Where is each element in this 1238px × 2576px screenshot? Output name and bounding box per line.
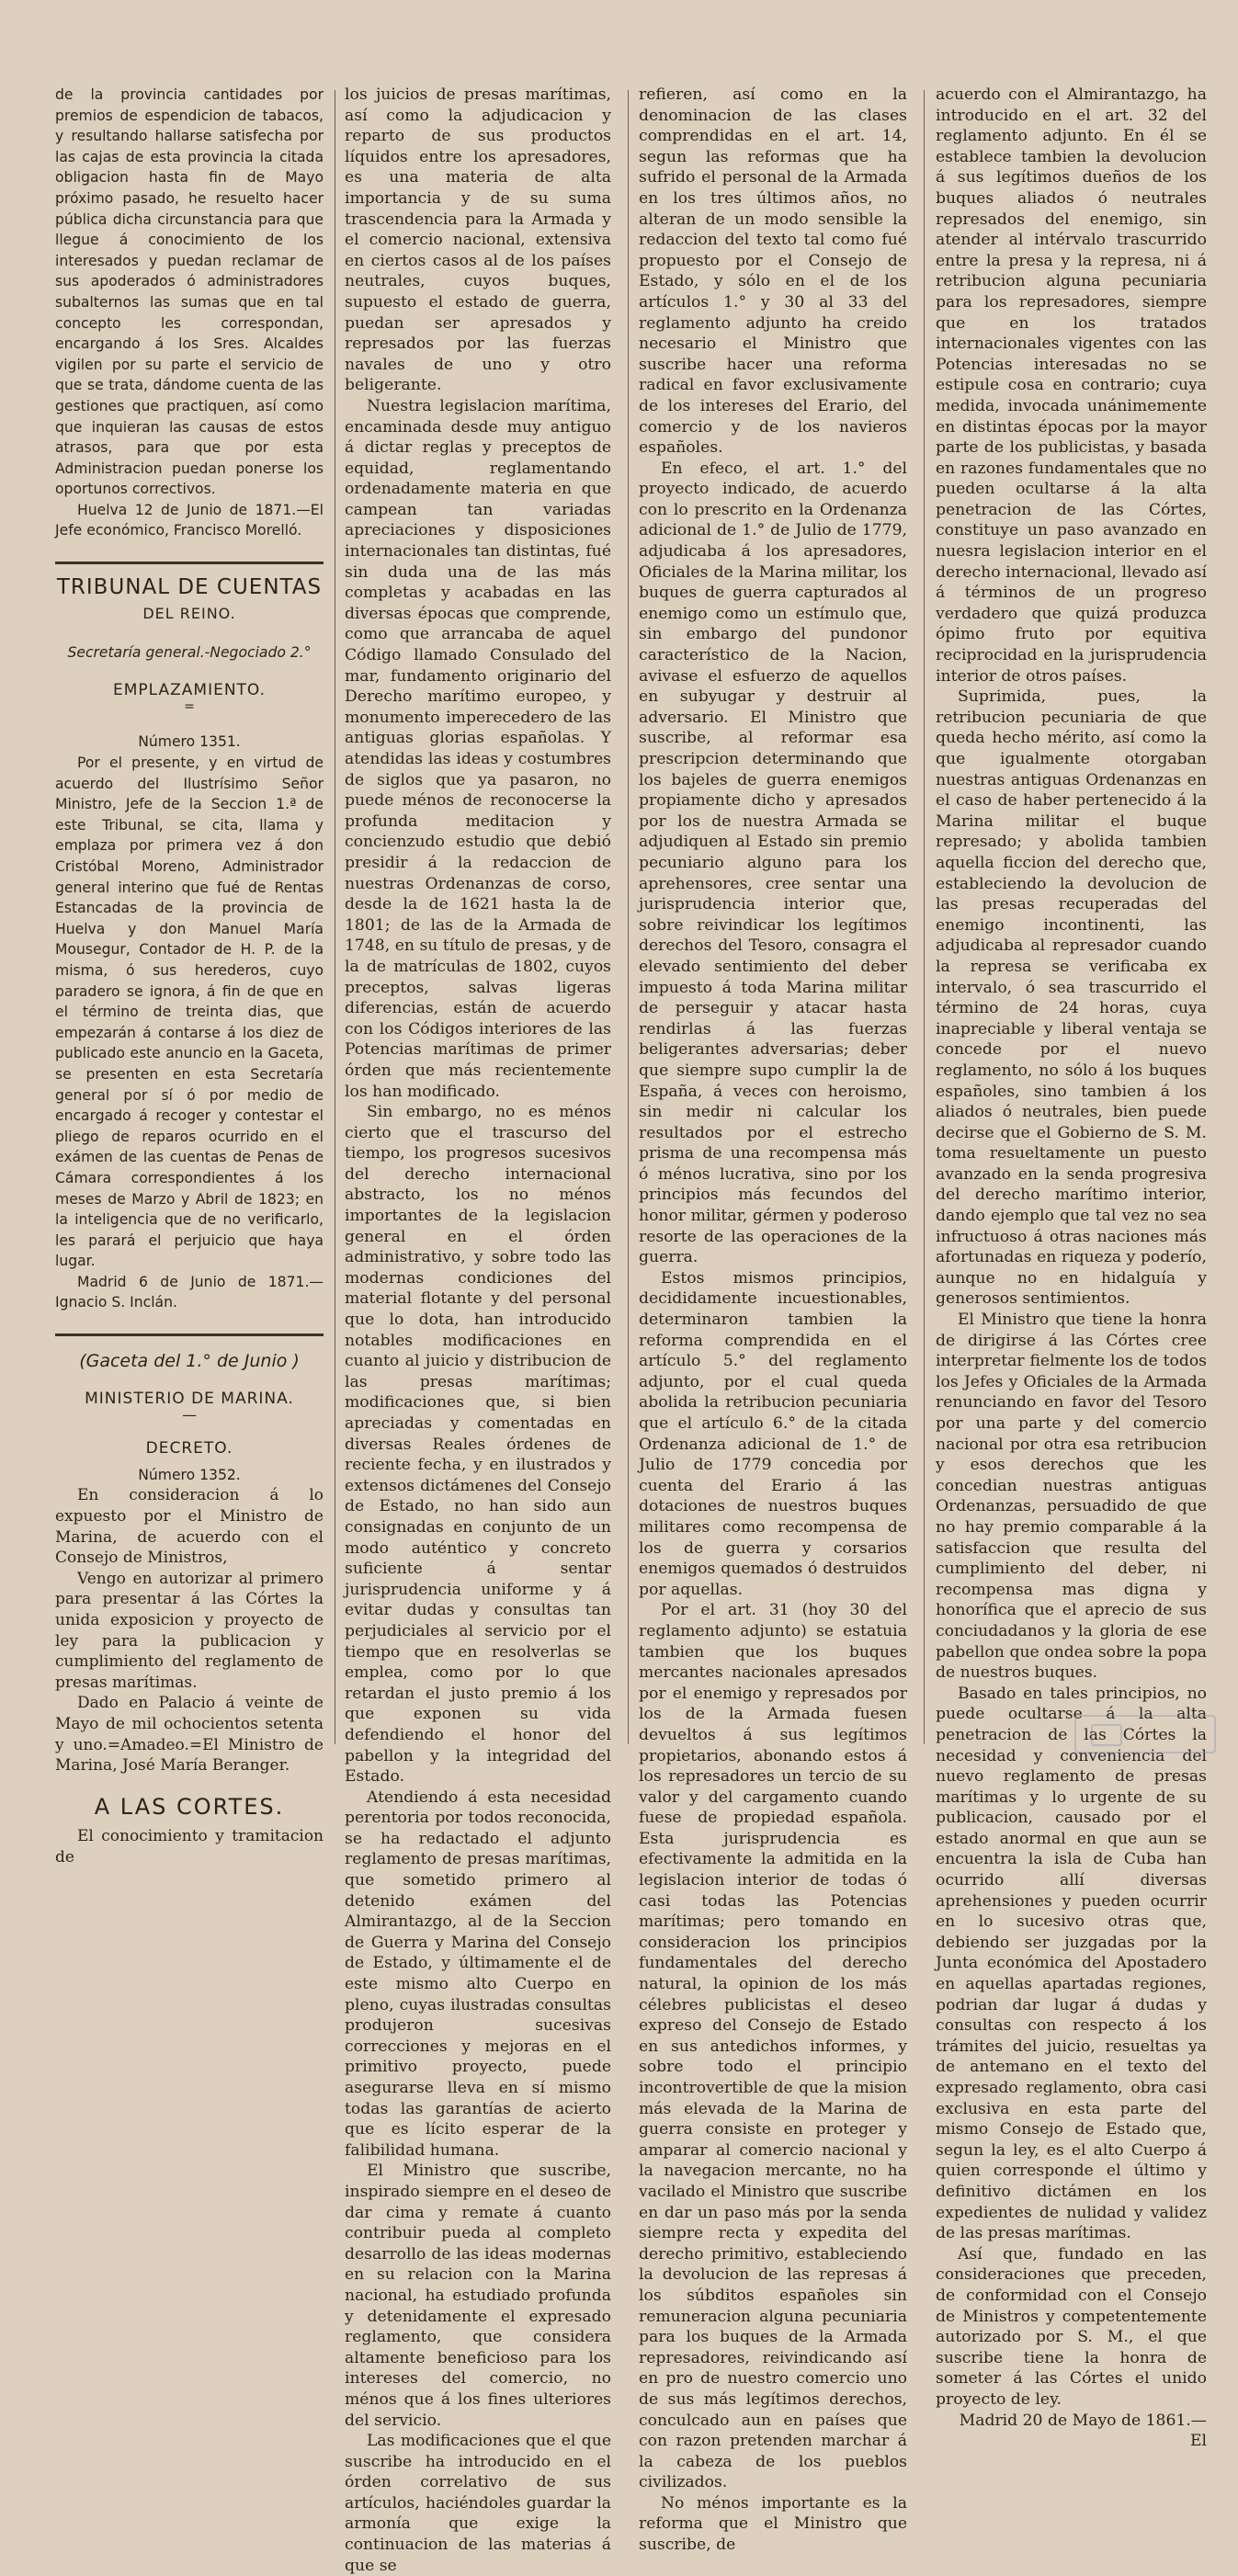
tribunal-title: TRIBUNAL DE CUENTAS [56,575,323,600]
secretaria-line: Secretaría general.-Negociado 2.° [67,644,312,662]
emplazamiento-signature: Madrid 6 de Junio de 1871.—Ignacio S. Inclán. [55,1273,324,1311]
section-divider [55,562,324,564]
col4-paragraph: Suprimida, pues, la retribucion pecuniaria de que queda hecho mérito, así como la que igualmente otorgaban nuestras antiguas Ordenanzas en el caso de haber pertenecido á la Marina militar el buque represado; y abolida tambien aquella ficcion del derecho que, estableciendo la devolucion de las presas recuperadas del enemigo incontinenti, las adjudicaba al represador cuando la represa se verificaba ex intervalo, ó sea trascurrido el término de 24 horas, cuya inapreciable y liberal ventaja se concede por el nuevo reglamento, no sólo á los buques españoles, sino tambien á los aliados ó neutrales, bien puede decirse que el Gobierno de S. M. toma resueltamente un puesto avanzado en la senda progresiva del derecho marítimo interior, dando ejemplo que tal vez no sea infructuoso á otras naciones más afortunadas en riqueza y poderío, aunque no en hidalguía y generosos sentimientos. [936,687,1207,1309]
library-watermark-stamp [1074,1715,1216,1753]
col2-paragraph: Nuestra legislacion marítima, encaminada desde muy antiguo á dictar reglas y preceptos de equidad, reglamentando ordenadamente materia en que campean tan variadas apreciaciones y disposiciones internacionales tan distintas, fué sin duda una de las más completas y acabadas en las diversas épocas que comprende, como que arrancaba de aquel Código llamado Consulado del mar, fundamento originario del Derecho marítimo europeo, y monumento imperecedero de las antiguas glorias españolas. Y atendidas las ideas y costumbres de siglos que ya pasaron, no puede ménos de reconocerse la profunda meditacion y concienzudo estudio que debió presidir á la redaccion de nuestras Ordenanzas de corso, desde la de 1621 hasta la de 1801; de las de la Armada de 1748, en su título de presas, y de la de matrículas de 1802, cuyos preceptos, salvas ligeras diferencias, están de acuerdo con los Códigos interiores de las Potencias marítimas de primer órden que más recientemente los han modificado. [345,396,611,1101]
column-1 [55,85,324,1867]
col3-paragraph: Por el art. 31 (hoy 30 del reglamento adjunto) se estatuia tambien que los buques mercantes nacionales apresados por el enemigo y represados por los de la Armada fuesen devueltos á sus legítimos propietarios, abonando estos á los represadores un tercio de su valor y del cargamento cuando fuese de propiedad española. Esta jurisprudencia es efectivamente la admitida en la legislacion interior de todas ó casi todas las Potencias marítimas; pero tomando en consideracion los principios fundamentales del derecho natural, la opinion de los más célebres publicistas el deseo expreso del Consejo de Estado en sus antedichos informes, y sobre todo el principio incontrovertible de que la mision más elevada de la Marina de guerra consiste en proteger y amparar al comercio nacional y la navegacion mercante, no ha vacilado el Ministro que suscribe en dar un paso más por la senda siempre recta y expedita del derecho primitivo, estableciendo la devolucion de las represas á los súbditos españoles sin remuneracion alguna pecuniaria para los buques de la Armada represadores, reivindicando así en pro de nuestro comercio uno de sus más legítimos derechos, conculcado aun en países que con razon pretenden marchar á la cabeza de los pueblos civilizados. [639,1601,907,2492]
decreto-heading: DECRETO. [145,1439,233,1458]
col4-paragraph: Así que, fundado en las consideraciones que preceden, de conformidad con el Consejo de Ministros y competentemente autorizado por S. M., el que suscribe tiene la honra de someter á las Córtes el unido proyecto de ley. [936,2244,1207,2409]
col2-paragraph: Las modificaciones que el que suscribe ha introducido en el órden correlativo de sus artículos, haciéndoles guardar la armonía que exige la continuacion de las materias á que se [345,2432,611,2575]
col4-paragraph: Basado en tales principios, no puede ocultarse á la alta penetracion de las Córtes la necesidad y conveniencia del nuevo reglamento de presas marítimas y lo urgente de su publicacion, causado por el estado anormal en que aun se encuentra la isla de Cuba han ocurrido allí diversas aprehensiones y pueden ocurrir en lo sucesivo otras que, debiendo ser juzgadas por la Junta económica del Apostadero en aquellas apartadas regiones, podrian dar lugar á dudas y consultas con respecto á los trámites del juicio, resueltas ya de antemano en el texto del expresado reglamento, obra casi exclusiva en esta parte del mismo Consejo de Estado que, segun la ley, es el alto Cuerpo á quien corresponde el último y definitivo dictámen en los expedientes de nulidad y validez de las presas marítimas. [936,1684,1207,2243]
dash-ornament: — [182,1407,197,1424]
decreto-paragraph: Vengo en autorizar al primero para presentar á las Córtes la unida exposicion y proyecto de ley para la publicacion y cumplimiento del reglamento de presas marítimas. [55,1569,324,1692]
numero-1352: Número 1352. [138,1466,241,1483]
decreto-signature: Dado en Palacio á veinte de Mayo de mil ochocientos setenta y uno.=Amadeo.=El Ministro de Marina, José María Beranger. [55,1694,324,1776]
numero-1351: Número 1351. [138,733,241,751]
a-las-cortes-heading: A LAS CORTES. [94,1793,285,1820]
decreto-paragraph: En consideracion á lo expuesto por el Ministro de Marina, de acuerdo con el Consejo de Ministros, [55,1486,324,1568]
tribunal-subtitle: DEL REINO. [142,604,236,622]
watermark-icon [1091,1724,1122,1746]
gaceta-heading: (Gaceta del 1.° de Junio ) [79,1351,300,1372]
cortes-paragraph: El conocimiento y tramitacion de [55,1827,324,1867]
ministerio-heading: MINISTERIO DE MARINA. [85,1389,294,1408]
col2-paragraph: Sin embargo, no es ménos cierto que el trascurso del tiempo, los progresos sucesivos del derecho internacional abstracto, los no ménos importantes de la legislacion general en el órden administrativo, y sobre todo las modernas condiciones del material flotante y del personal que lo dota, han introducido notables modificaciones en cuanto al juicio y distribucion de las presas marítimas; modificaciones que, si bien apreciadas y comentadas en diversas Reales órdenes de reciente fecha, y en ilustrados y extensos dictámenes del Consejo de Estado, no han sido aun consignadas en conjunto de un modo auténtico y concreto suficiente á sentar jurisprudencia uniforme y á evitar dudas y consultas tan perjudiciales al servicio por el tiempo que en resolverlas se emplea, como por lo que retardan el justo premio á los que exponen su vida defendiendo el honor del pabellon y la integridad del Estado. [345,1103,611,1787]
col3-paragraph: En efeco, el art. 1.° del proyecto indicado, de acuerdo con lo prescrito en la Ordenanza adicional de 1.° de Julio de 1779, adjudicaba á los apresadores, Oficiales de la Marina militar, los buques de guerra capturados al enemigo como un estímulo que, sin embargo del pundonor característico de la Nacion, avivase el esfuerzo de aquellos en subyugar y destruir al adversario. El Ministro que suscribe, al reformar esa prescripcion determinando que los bajeles de guerra enemigos propiamente dicho y apresados por los de nuestra Armada se adjudiquen al Estado sin premio pecuniario alguno para los aprehensores, cree sentar una jurisprudencia interior que, sobre reivindicar los legítimos derechos del Tesoro, consagra el elevado sentimiento del deber impuesto á toda Marina militar de perseguir y atacar hasta rendirlas á las fuerzas beligerantes adversarias; deber que siempre supo cumplir la de España, á veces con heroismo, sin medir ni calcular los resultados por el estrecho prisma de una recompensa más ó ménos lucrativa, sino por los principios más fecundos del honor militar, gérmen y poderoso resorte de las operaciones de la guerra. [639,459,907,1267]
col3-paragraph: refieren, así como en la denominacion de las clases comprendidas en el art. 14, segun las reformas que ha sufrido el personal de la Armada en los tres últimos años, no alteran de un modo sensible la redaccion del texto tal como fué propuesto por el Consejo de Estado, y sólo en el de los artículos 1.° y 30 al 33 del reglamento adjunto ha creido necesario el Ministro que suscribe hacer una reforma radical en favor exclusivamente de los intereses del Erario, del comercio y de los navieros españoles. [639,85,907,458]
equals-ornament: = [184,699,195,715]
col2-paragraph: los juicios de presas marítimas, así como la adjudicacion y reparto de sus productos líquidos entre los apresadores, es una materia de alta importancia y de su suma trascendencia para la Armada y el comercio nacional, extensiva en ciertos casos al de los países neutrales, cuyos buques, supuesto el estado de guerra, puedan ser apresados y represados por las fuerzas navales de uno y otro beligerante. [345,85,611,395]
col2-paragraph: El Ministro que suscribe, inspirado siempre en el deseo de dar cima y remate á cuanto contribuir pueda al completo desarrollo de las ideas modernas en su relacion con la Marina nacional, ha estudiado profunda y detenidamente el expresado reglamento, que considera altamente beneficioso para los intereses del comercio, no ménos que á los fines ulteriores del servicio. [345,2162,611,2430]
emplazamiento-heading: EMPLAZAMIENTO. [112,680,267,699]
column-3 [639,85,907,2555]
col2-paragraph: Atendiendo á esta necesidad perentoria por todos reconocida, se ha redactado el adjunto reglamento de presas marítimas, que sometido primero al detenido exámen del Almirantazgo, al de la Seccion de Guerra y Marina del Consejo de Estado, y últimamente el de este mismo alto Cuerpo en pleno, cuyas ilustradas consultas produjeron sucesivas correcciones y mejoras en el primitivo proyecto, puede asegurarse lleva en sí mismo todas las garantías de acierto que es lícito esperar de la falibilidad humana. [345,1787,611,2160]
column-4 [936,85,1207,2451]
col4-paragraph: acuerdo con el Almirantazgo, ha introducido en el art. 32 del reglamento adjunto. En él se establece tambien la devolucion á sus legítimos dueños de los buques aliados ó neutrales represados del enemigo, sin atender al intérvalo trascurrido entre la presa y la represa, ni á retribucion alguna pecuniaria para los represadores, siempre que en los tratados internacionales vigentes con las Potencias interesadas no se estipule cosa en contrario; cuya medida, invocada unánimemente en distintas épocas por la mayor parte de los publicistas, y basada en razones fundamentales que no pueden ocultarse á la alta penetracion de las Córtes, constituye un paso avanzado en nuesra legislacion interior en el derecho internacional, llevado así á términos de un progreso verdadero que quizá produzca ópimo fruto por equitiva reciprocidad en la jurisprudencia interior de otros países. [936,85,1207,686]
col4-signature: Madrid 20 de Mayo de 1861.—El [959,2411,1207,2451]
col1-paragraph: de la provincia cantidades por premios de espendicion de tabacos, y resultando hallarse satisfecha por las cajas de esta provincia la citada obligacion hasta fin de Mayo próximo pasado, he resuelto hacer pública dicha circunstancia para que llegue á conocimiento de los interesados y puedan reclamar de sus apoderados ó administradores subalternos las sumas que en tal concepto les correspondan, encargando á los Sres. Alcaldes vigilen por su parte el servicio de que se trata, dándome cuenta de las gestiones que practiquen, así como que inquieran las causas de estos atrasos, para que por esta Administracion puedan ponerse los oportunos correctivos. [55,86,324,498]
column-2 [345,85,611,2575]
col1-signature: Huelva 12 de Junio de 1871.—El Jefe económico, Francisco Morelló. [55,501,324,539]
col3-paragraph: Estos mismos principios, decididamente incuestionables, determinaron tambien la reforma comprendida en el artículo 5.° del reglamento adjunto, por el cual queda abolida la retribucion pecuniaria que el artículo 6.° de la citada Ordenanza adicional de 1.° de Julio de 1779 concedia por cuenta del Erario á las dotaciones de nuestros buques militares como recompensa de los de guerra y corsarios enemigos quemados ó destruidos por aquellas. [639,1268,907,1599]
column-rule-2 [628,90,629,1744]
section-divider [55,1333,324,1336]
col4-paragraph: El Ministro que tiene la honra de dirigirse á las Córtes cree interpretar fielmente los de todos los Jefes y Oficiales de la Armada renunciando en favor del Tesoro por una parte y del comercio nacional por otra esa retribucion y esos derechos que les concedian nuestras antiguas Ordenanzas, persuadido de que no hay premio comparable á la satisfaccion que resulta del cumplimiento del deber, ni recompensa mas digna y honorífica que el aprecio de sus conciudadanos y la gloria de ese pabellon que ondea sobre la popa de nuestros buques. [936,1311,1207,1683]
column-rule-3 [924,90,925,1744]
col3-paragraph: No ménos importante es la reforma que el Ministro que suscribe, de [639,2493,907,2555]
emplazamiento-body: Por el presente, y en virtud de acuerdo del Ilustrísimo Señor Ministro, Jefe de la Seccion 1.ª de este Tribunal, se cita, llama y emplaza por primera vez á don Cristóbal Moreno, Administrador general interino que fué de Rentas Estancadas de la provincia de Huelva y don Manuel María Mousegur, Contador de H. P. de la misma, ó sus herederos, cuyo paradero se ignora, á fin de que en el término de treinta dias, que empezarán á contarse á los diez de publicado este anuncio en la Gaceta, se presenten en esta Secretaría general por sí ó por medio de encargado á recoger y contestar el pliego de reparos ocurrido en el exámen de las cuentas de Penas de Cámara correspondientes á los meses de Marzo y Abril de 1823; en la inteligencia que de no verificarlo, les parará el perjuicio que haya lugar. [55,755,324,1270]
